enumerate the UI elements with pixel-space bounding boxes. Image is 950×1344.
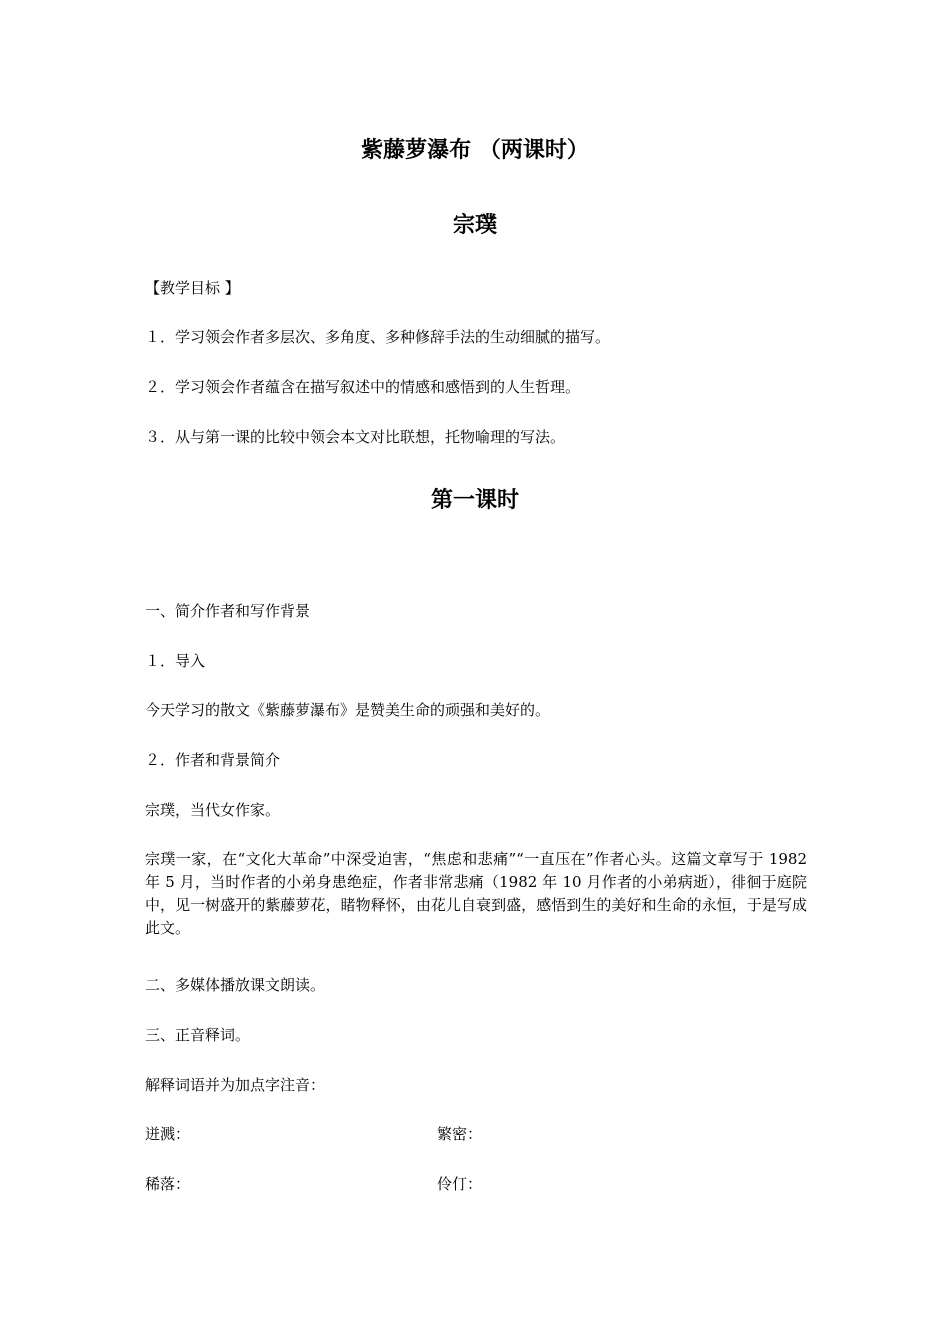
item-1-text: 今天学习的散文《紫藤萝瀑布》是赞美生命的顽强和美好的。 [145,701,551,719]
vocab-term-4: 伶仃： [437,1175,483,1193]
document-title: 紫藤萝瀑布 （两课时） [361,138,589,163]
vocab-term-1: 迸溅： [145,1125,191,1143]
objectives-heading: 【教学目标 】 [145,279,240,297]
item-1-title: １．导入 [145,652,206,670]
item-2-text-1: 宗璞，当代女作家。 [145,801,281,819]
item-2-title: ２．作者和背景简介 [145,751,281,769]
author-name: 宗璞 [452,213,497,238]
section-2-title: 二、多媒体播放课文朗读。 [145,976,326,994]
background-paragraph: 宗璞一家，在“文化大革命”中深受迫害，“焦虑和悲痛”“一直压在”作者心头。这篇文章写于 1982 年 5 月，当时作者的小弟身患绝症，作者非常悲痛（1982 年 10 月作者的小弟病逝），徘徊于庭院中，见一树盛开的紫藤萝花，睹物释怀，由花儿自衰到盛，感悟到生的美好和生命的永恒，于是写成此文。 [145,850,807,937]
vocab-term-2: 繁密： [437,1125,483,1143]
objective-item-2: ２．学习领会作者蕴含在描写叙述中的情感和感悟到的人生哲理。 [145,378,581,396]
objective-item-3: ３．从与第一课的比较中领会本文对比联想，托物喻理的写法。 [145,428,566,446]
vocab-intro: 解释词语并为加点字注音： [145,1076,326,1094]
section-3-title: 三、正音释词。 [145,1026,251,1044]
objective-item-1: １．学习领会作者多层次、多角度、多种修辞手法的生动细腻的描写。 [145,328,611,346]
lesson-heading: 第一课时 [430,488,519,513]
vocab-term-3: 稀落： [145,1175,191,1193]
section-1-title: 一、简介作者和写作背景 [145,602,311,620]
